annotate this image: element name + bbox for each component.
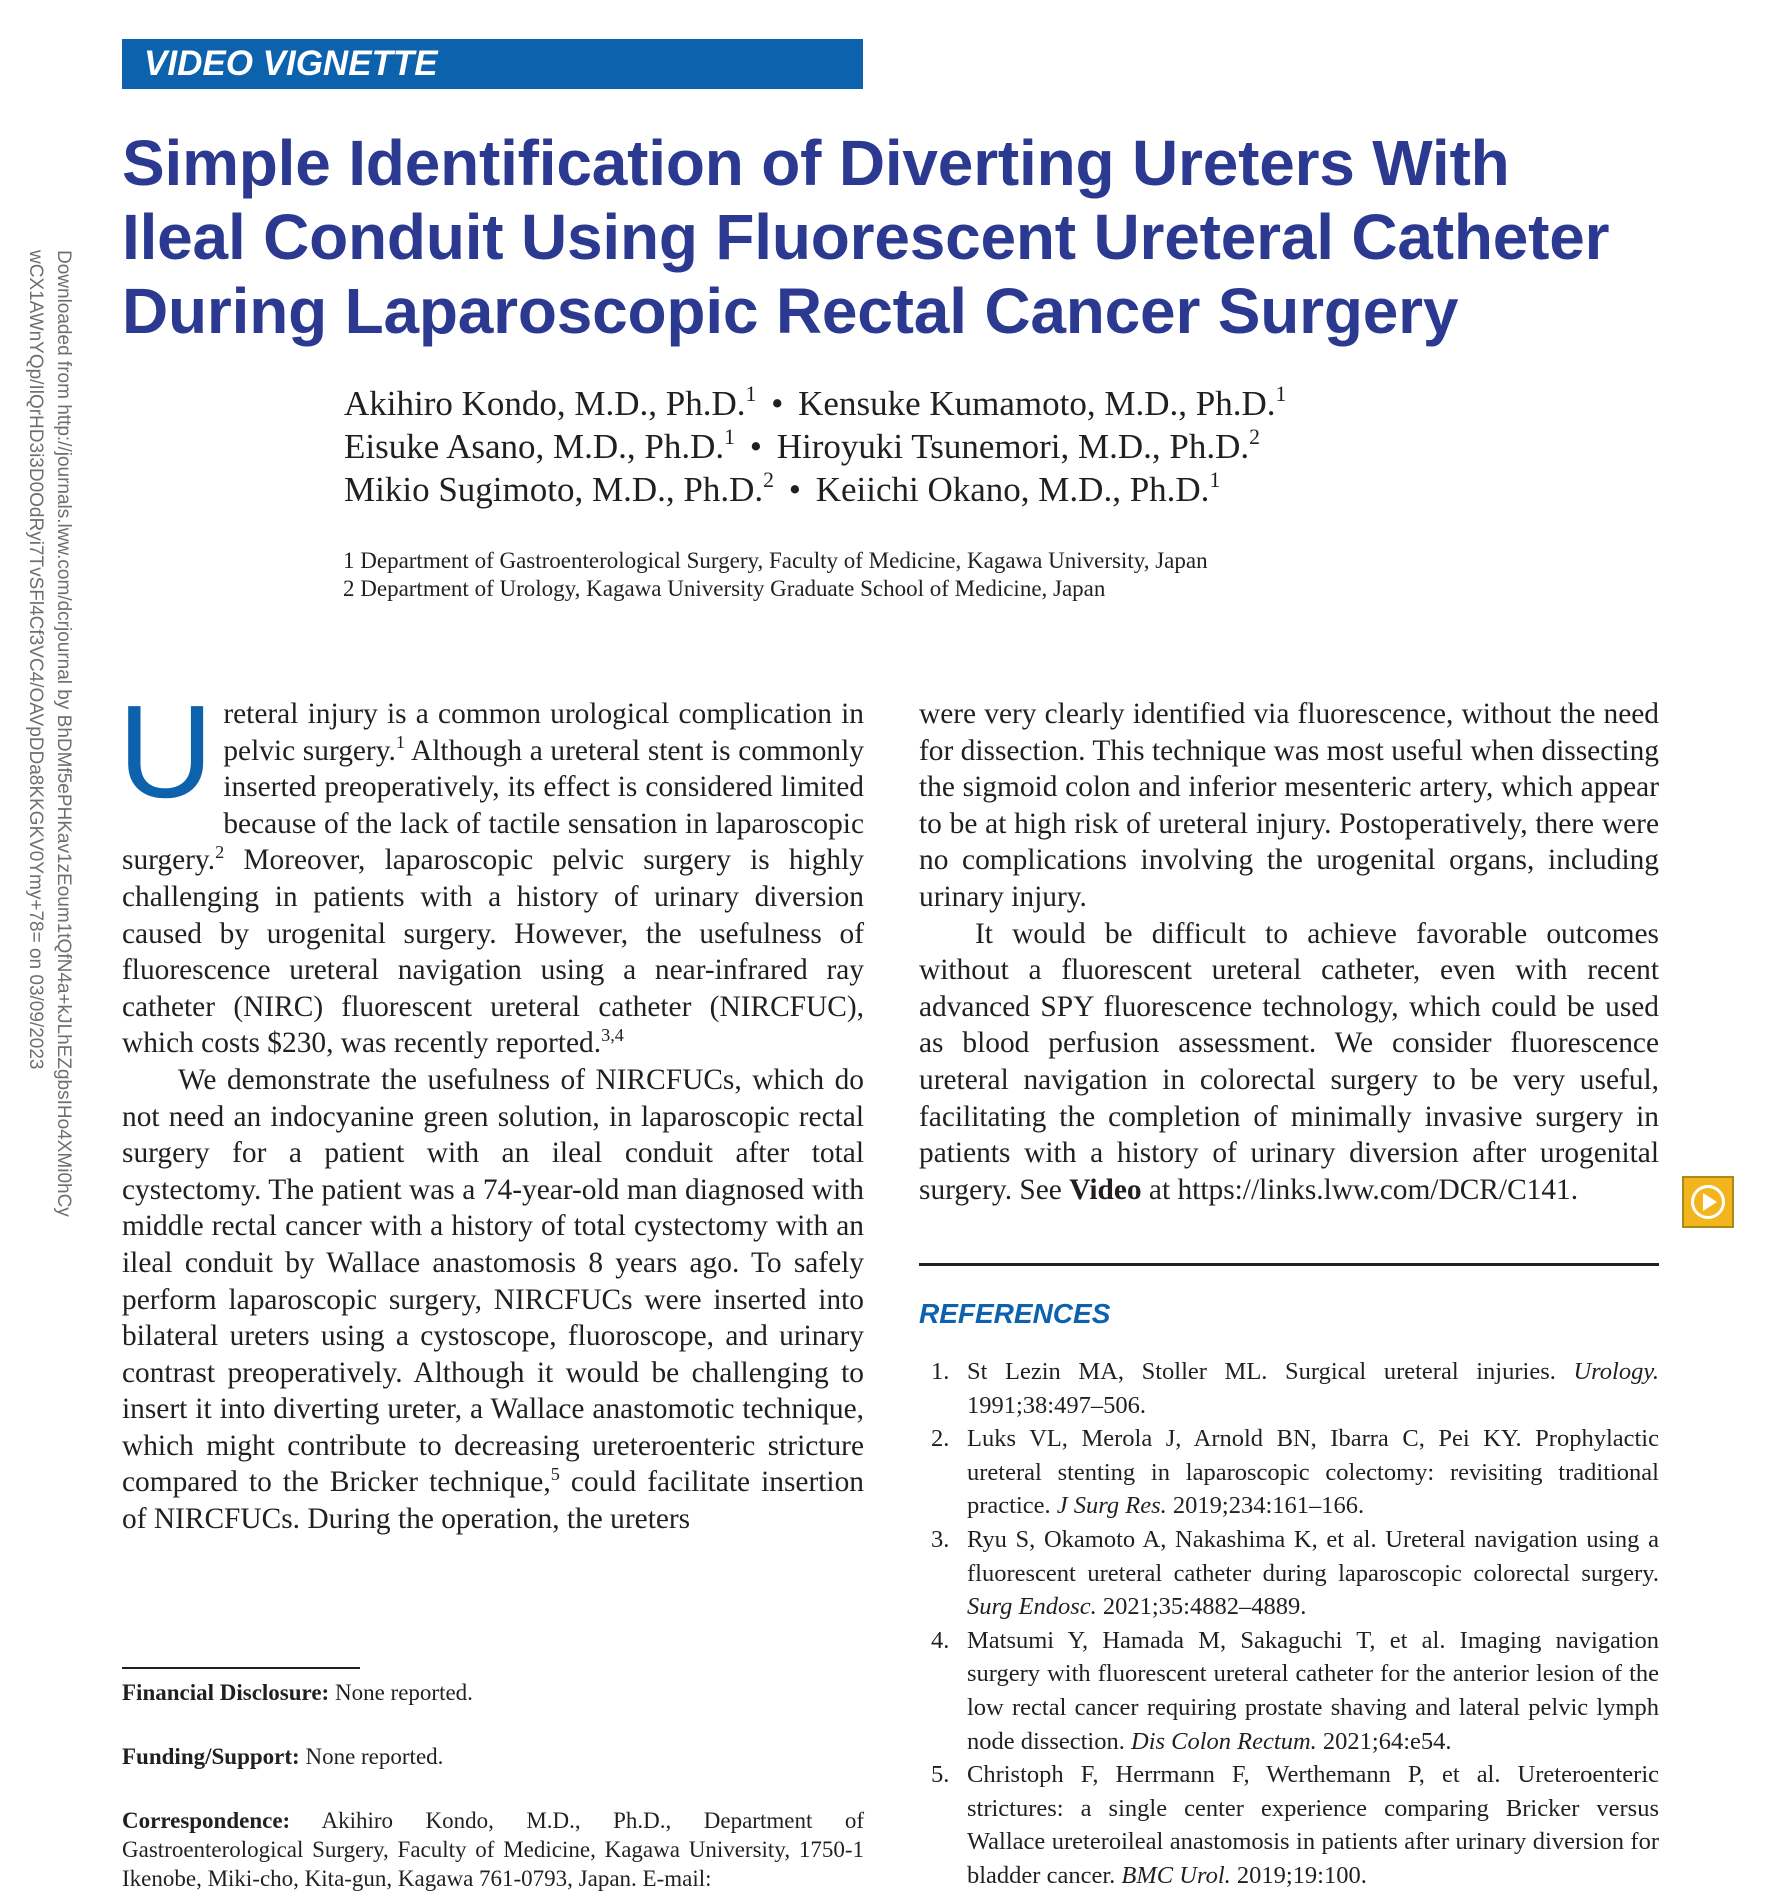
video-play-icon[interactable]: [1682, 1176, 1734, 1228]
body-column-right: [919, 696, 1659, 1208]
reference-number: 4.: [931, 1626, 950, 1654]
reference-number: 2.: [931, 1425, 950, 1453]
reference-number: 3.: [931, 1525, 950, 1553]
body-text: reteral injury is a common urological complication in pelvic surgery.: [223, 698, 864, 767]
author-affil-sup: 1: [745, 382, 757, 407]
reference-journal: Urology.: [1573, 1358, 1659, 1385]
affiliation-2: 2 Department of Urology, Kagawa University Graduate School of Medicine, Japan: [343, 576, 1106, 601]
funding-support: [122, 1742, 443, 1771]
reference-text: Ryu S, Okamoto A, Nakashima K, et al. Ureteral navigation using a fluorescent ureteral catheter during laparoscopic colorectal surgery.: [967, 1525, 1659, 1587]
body-paragraph-1: [118, 678, 864, 1062]
download-watermark-line-1: Downloaded from http://journals.lww.com/dcrjournal by BhDMf5ePHKav1zEoum1tQfN4a+kJLhEZgbsIHo4XMi0hCy: [53, 250, 74, 1217]
affiliation-1: 1 Department of Gastroenterological Surgery, Faculty of Medicine, Kagawa University, Japan: [343, 548, 1208, 573]
affiliations: [343, 547, 1443, 603]
reference-journal: J Surg Res.: [1056, 1492, 1167, 1520]
drop-cap: U: [118, 678, 214, 825]
download-watermark: [5, 250, 77, 1250]
author-affil-sup: 1: [1275, 382, 1287, 407]
correspondence-label: Correspondence:: [122, 1808, 291, 1833]
author-name: Hiroyuki Tsunemori, M.D., Ph.D.: [776, 427, 1250, 466]
body-text: We demonstrate the usefulness of NIRCFUCs, which do not need an indocyanine green solution, in laparoscopic rectal surgery for a patient with an ileal conduit after total cystectomy. The patient was a 74-year-old man diagnosed with middle rectal cancer with a history of total cystectomy with an ileal conduit by Wallace anastomosis 8 years ago. To safely perform laparoscopic surgery, NIRCFUCs were inserted into bilateral ureters using a cystoscope, fluoroscope, and urinary contrast preoperatively. Although it would be challenging to insert it into diverting ureter, a Wallace anastomotic technique, which might contribute to decreasing ureteroenteric stricture compared to the Bricker technique,: [122, 1063, 864, 1499]
citation-sup: 2: [215, 841, 225, 862]
author-name: Kensuke Kumamoto, M.D., Ph.D.: [798, 384, 1276, 423]
reference-text: Matsumi Y, Hamada M, Sakaguchi T, et al. Imaging navigation surgery with fluorescent ureteral catheter for the anterior lesion of the low rectal cancer requiring prostate shaving and lateral pelvic lymph node dissection.: [967, 1626, 1659, 1755]
financial-disclosure-value: None reported.: [329, 1680, 473, 1705]
body-text: Although a ureteral stent is commonly inserted preoperatively, its effect is considered limited because of the lack of tactile sensation in laparoscopic surgery.: [122, 734, 864, 877]
author-separator: •: [771, 384, 784, 423]
reference-item: [919, 1422, 1659, 1523]
reference-number: 1.: [931, 1358, 950, 1385]
body-column-left: [118, 678, 864, 1538]
reference-citation: 2021;64:e54.: [1316, 1727, 1452, 1755]
reference-journal: Surg Endosc.: [967, 1593, 1097, 1621]
body-paragraph-2: [122, 1062, 864, 1538]
reference-text: Luks VL, Merola J, Arnold BN, Ibarra C, Pei KY. Prophylactic ureteral stenting in laparoscopic colectomy: revisiting traditional practice.: [967, 1425, 1659, 1520]
video-url[interactable]: at https://links.lww.com/DCR/C141.: [1141, 1173, 1579, 1206]
title-line-1: Simple Identification of Diverting Ureters With: [122, 127, 1510, 199]
reference-journal: Dis Colon Rectum.: [1131, 1727, 1317, 1755]
correspondence-value: Akihiro Kondo, M.D., Ph.D., Department of Gastroenterological Surgery, Faculty of Medicine, Kagawa University, 1750-1 Ikenobe, Miki-cho, Kita-gun, Kagawa 761-0793, Japan. E-mail:: [122, 1808, 864, 1891]
reference-item: [919, 1758, 1659, 1892]
citation-sup: 3,4: [601, 1024, 624, 1045]
author-affil-sup: 2: [763, 468, 774, 493]
author-list: [344, 382, 1444, 511]
author-line: [344, 425, 1444, 468]
author-separator: •: [788, 470, 801, 509]
correspondence: [122, 1806, 864, 1893]
reference-number: 5.: [931, 1761, 950, 1789]
author-affil-sup: 1: [724, 425, 735, 450]
author-name: Akihiro Kondo, M.D., Ph.D.: [344, 384, 746, 423]
author-affil-sup: 1: [1209, 468, 1221, 493]
references-divider: [919, 1263, 1659, 1266]
title-line-2: Ileal Conduit Using Fluorescent Ureteral Catheter: [122, 201, 1610, 273]
author-affil-sup: 2: [1249, 425, 1260, 450]
reference-journal: BMC Urol.: [1121, 1861, 1231, 1889]
citation-sup: 5: [550, 1463, 560, 1484]
reference-citation: 2019;234:161–166.: [1166, 1492, 1365, 1520]
body-text: Moreover, laparoscopic pelvic surgery is highly challenging in patients with a history of urinary diversion caused by urogenital surgery. However, the usefulness of fluorescence ureteral navigation using a near-infrared ray catheter (NIRC) fluorescent ureteral catheter (NIRCFUC), which costs $230, was recently reported.: [122, 844, 864, 1060]
references-heading: REFERENCES: [919, 1298, 1111, 1329]
article-title: [122, 126, 1682, 348]
body-text: could facilitate insertion of NIRCFUCs. During the operation, the ureters: [122, 1466, 864, 1536]
body-text: It would be difficult to achieve favorable outcomes without a fluorescent ureteral catheter, even with recent advanced SPY fluorescence technology, which could be used as blood perfusion assessment. We consider fluorescence ureteral navigation in colorectal surgery to be very useful, facilitating the completion of minimally invasive surgery in patients with a history of urinary diversion after urogenital surgery. See: [919, 917, 1659, 1206]
author-line: [344, 468, 1444, 511]
play-icon: [1689, 1183, 1727, 1221]
reference-item: [919, 1355, 1659, 1422]
author-name: Eisuke Asano, M.D., Ph.D.: [344, 427, 725, 466]
reference-item: [919, 1523, 1659, 1624]
author-name: Mikio Sugimoto, M.D., Ph.D.: [344, 470, 764, 509]
reference-citation: 1991;38:497–506.: [967, 1391, 1146, 1419]
financial-disclosure-label: Financial Disclosure:: [122, 1680, 330, 1705]
body-paragraph-4: [919, 916, 1659, 1209]
body-paragraph-3: were very clearly identified via fluorescence, without the need for dissection. This technique was most useful when dissecting the sigmoid colon and inferior mesenteric artery, which appear to be at high risk of ureteral injury. Postoperatively, there were no complications involving the urogenital organs, including urinary injury.: [919, 698, 1659, 913]
reference-item: [919, 1624, 1659, 1758]
funding-support-value: None reported.: [299, 1744, 444, 1769]
author-line: [344, 382, 1444, 425]
citation-sup: 1: [395, 731, 405, 752]
author-name: Keiichi Okano, M.D., Ph.D.: [815, 470, 1210, 509]
reference-citation: 2019;19:100.: [1230, 1861, 1367, 1889]
funding-support-label: Funding/Support:: [122, 1744, 300, 1769]
footnote-divider: [122, 1667, 360, 1669]
references-list: [919, 1355, 1659, 1893]
section-label: VIDEO VIGNETTE: [122, 39, 863, 89]
video-link-label[interactable]: Video: [1069, 1173, 1142, 1206]
reference-citation: 2021;35:4882–4889.: [1096, 1593, 1307, 1621]
reference-text: Christoph F, Herrmann F, Werthemann P, et al. Ureteroenteric strictures: a single center experience comparing Bricker versus Wallace ureteroileal anastomosis in patients after urinary diversion for bladder cancer.: [967, 1761, 1659, 1889]
author-separator: •: [749, 427, 763, 466]
title-line-3: During Laparoscopic Rectal Cancer Surgery: [122, 275, 1459, 347]
reference-text: St Lezin MA, Stoller ML. Surgical ureteral injuries.: [967, 1358, 1574, 1385]
download-watermark-line-2: wCX1AWnYQp/IlQrHD3i3D0OdRyi7TvSFl4Cf3VC4/OAVpDDa8KKGKV0Ymy+78= on 03/09/2023: [25, 250, 46, 1070]
financial-disclosure: [122, 1678, 473, 1707]
